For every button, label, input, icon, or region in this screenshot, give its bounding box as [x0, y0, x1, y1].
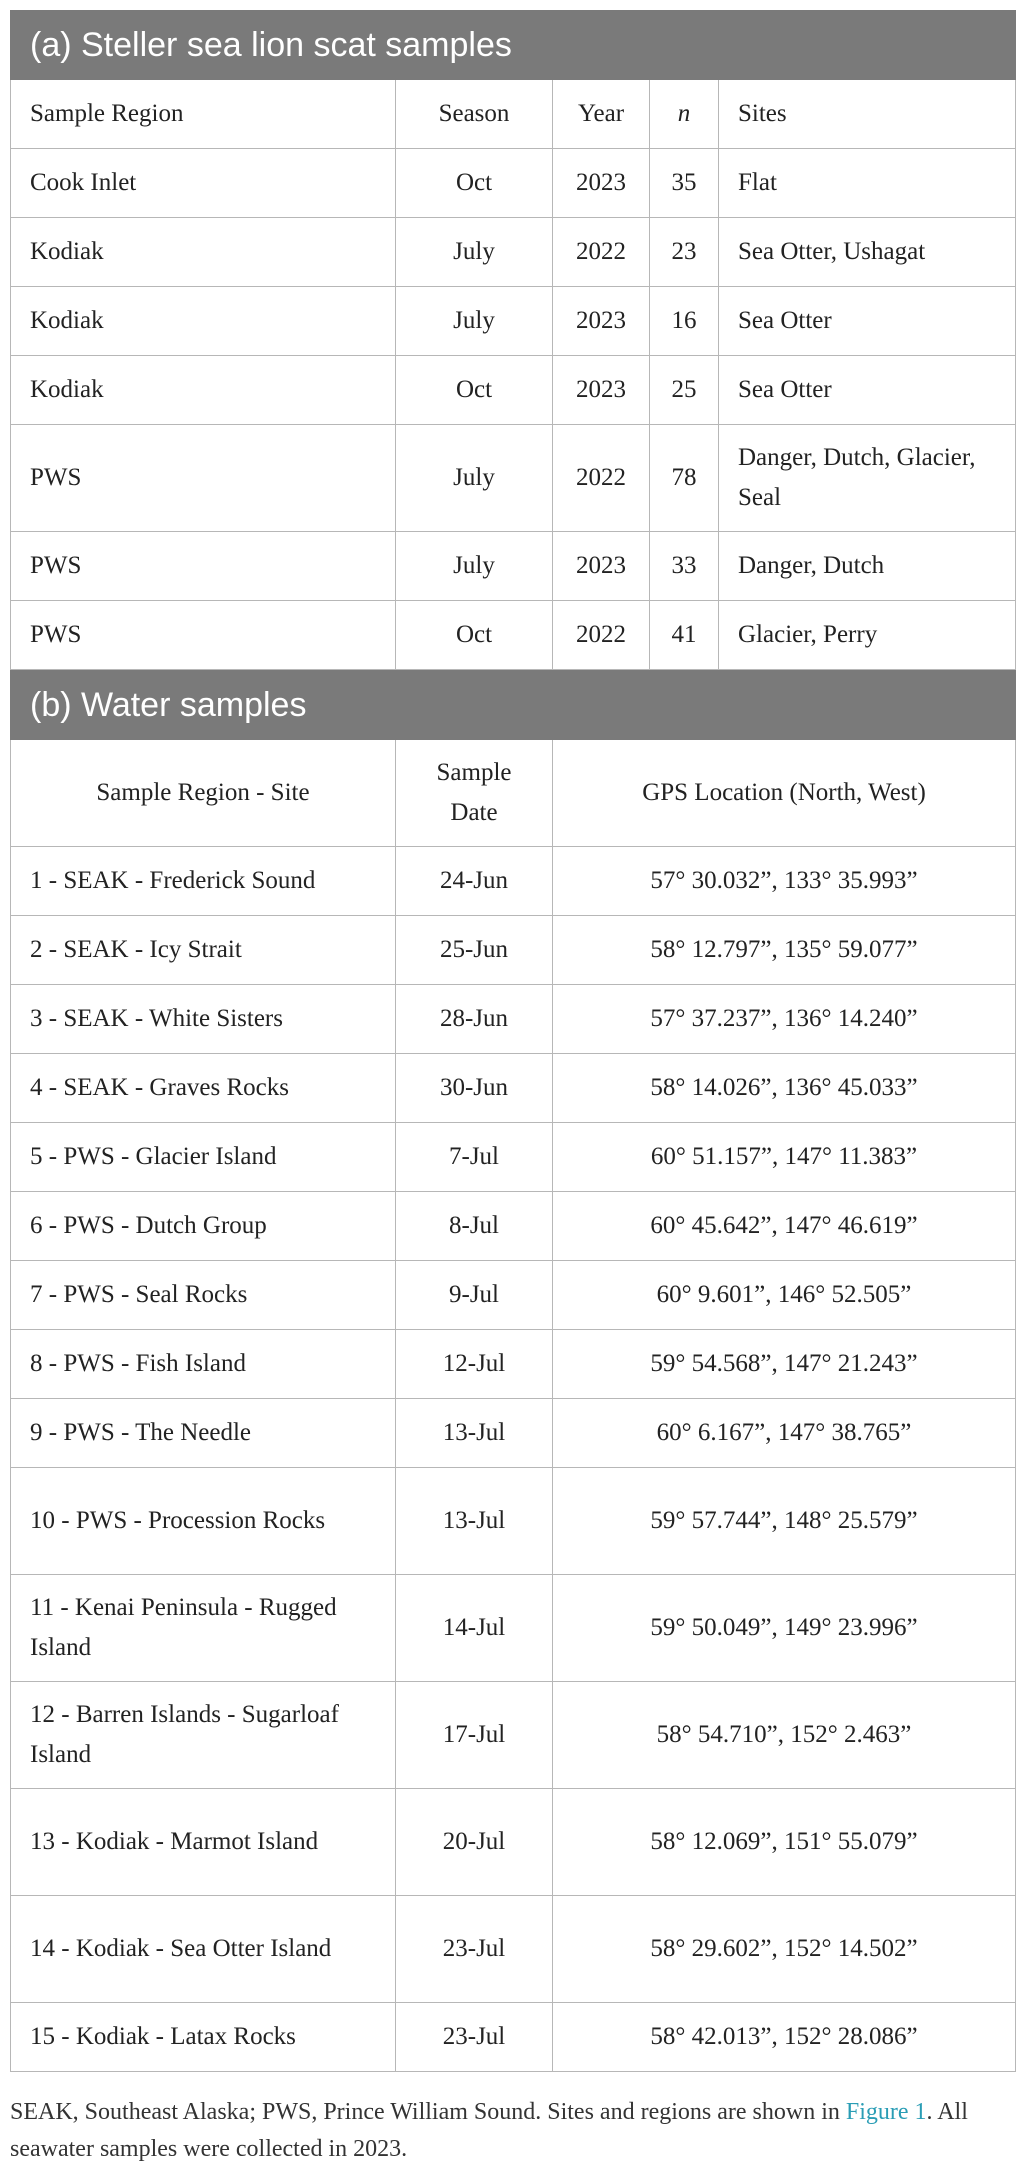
table-row: [11, 218, 1016, 287]
cell-gps: 58° 42.013”, 152° 28.086”: [553, 2003, 1016, 2072]
cell-gps: 60° 51.157”, 147° 11.383”: [553, 1123, 1016, 1192]
cell-season: July: [396, 218, 553, 287]
cell-site: 2 - SEAK - Icy Strait: [11, 916, 396, 985]
cell-sites: Danger, Dutch: [719, 532, 1016, 601]
cell-date: 8-Jul: [396, 1192, 553, 1261]
table-scat-samples: [10, 10, 1016, 670]
cell-season: Oct: [396, 149, 553, 218]
cell-date: 13-Jul: [396, 1468, 553, 1575]
table-row: [11, 1575, 1016, 1682]
tables-container: [10, 10, 1015, 2072]
table-row: [11, 1896, 1016, 2003]
cell-gps: 59° 57.744”, 148° 25.579”: [553, 1468, 1016, 1575]
cell-site: 7 - PWS - Seal Rocks: [11, 1261, 396, 1330]
table-row: [11, 2003, 1016, 2072]
cell-gps: 58° 12.797”, 135° 59.077”: [553, 916, 1016, 985]
table-water-samples: [10, 670, 1016, 2072]
cell-region: PWS: [11, 532, 396, 601]
table-row: [11, 1192, 1016, 1261]
cell-gps: 57° 30.032”, 133° 35.993”: [553, 847, 1016, 916]
table-row: [11, 356, 1016, 425]
cell-site: 3 - SEAK - White Sisters: [11, 985, 396, 1054]
cell-n: 35: [650, 149, 719, 218]
cell-n: 33: [650, 532, 719, 601]
cell-year: 2022: [553, 425, 650, 532]
table-row: [11, 1330, 1016, 1399]
header-n: n: [650, 80, 719, 149]
table-row: [11, 1789, 1016, 1896]
cell-gps: 58° 54.710”, 152° 2.463”: [553, 1682, 1016, 1789]
footnote-text: SEAK, Southeast Alaska; PWS, Prince William Sound. Sites and regions are shown in: [10, 2099, 846, 2125]
cell-gps: 58° 14.026”, 136° 45.033”: [553, 1054, 1016, 1123]
header-sample-date: Sample Date: [396, 740, 553, 847]
cell-sites: Sea Otter: [719, 287, 1016, 356]
header-year: Year: [553, 80, 650, 149]
cell-gps: 58° 12.069”, 151° 55.079”: [553, 1789, 1016, 1896]
cell-date: 12-Jul: [396, 1330, 553, 1399]
cell-region: PWS: [11, 601, 396, 670]
cell-site: 4 - SEAK - Graves Rocks: [11, 1054, 396, 1123]
cell-n: 16: [650, 287, 719, 356]
cell-sites: Sea Otter, Ushagat: [719, 218, 1016, 287]
cell-site: 6 - PWS - Dutch Group: [11, 1192, 396, 1261]
cell-year: 2022: [553, 601, 650, 670]
cell-gps: 59° 54.568”, 147° 21.243”: [553, 1330, 1016, 1399]
cell-site: 14 - Kodiak - Sea Otter Island: [11, 1896, 396, 2003]
cell-site: 11 - Kenai Peninsula - Rugged Island: [11, 1575, 396, 1682]
cell-year: 2023: [553, 356, 650, 425]
table-b-title: (b) Water samples: [11, 671, 1016, 740]
footnote-text-end: . All seawater samples were collected in 2023.: [10, 2099, 968, 2162]
table-row: [11, 847, 1016, 916]
header-sample-region: Sample Region: [11, 80, 396, 149]
figure-1-link[interactable]: Figure 1: [845, 2099, 927, 2125]
cell-site: 8 - PWS - Fish Island: [11, 1330, 396, 1399]
cell-region: Cook Inlet: [11, 149, 396, 218]
table-row: [11, 1261, 1016, 1330]
table-footnote: [10, 2094, 1020, 2168]
header-season: Season: [396, 80, 553, 149]
cell-gps: 57° 37.237”, 136° 14.240”: [553, 985, 1016, 1054]
cell-site: 1 - SEAK - Frederick Sound: [11, 847, 396, 916]
cell-site: 15 - Kodiak - Latax Rocks: [11, 2003, 396, 2072]
cell-gps: 59° 50.049”, 149° 23.996”: [553, 1575, 1016, 1682]
cell-n: 25: [650, 356, 719, 425]
cell-date: 25-Jun: [396, 916, 553, 985]
cell-site: 5 - PWS - Glacier Island: [11, 1123, 396, 1192]
cell-sites: Flat: [719, 149, 1016, 218]
table-row: [11, 287, 1016, 356]
cell-gps: 60° 45.642”, 147° 46.619”: [553, 1192, 1016, 1261]
cell-region: PWS: [11, 425, 396, 532]
cell-gps: 58° 29.602”, 152° 14.502”: [553, 1896, 1016, 2003]
cell-season: Oct: [396, 356, 553, 425]
cell-sites: Glacier, Perry: [719, 601, 1016, 670]
table-row: [11, 1054, 1016, 1123]
cell-season: Oct: [396, 601, 553, 670]
cell-season: July: [396, 532, 553, 601]
table-row: [11, 601, 1016, 670]
cell-date: 28-Jun: [396, 985, 553, 1054]
cell-year: 2023: [553, 287, 650, 356]
table-row: [11, 985, 1016, 1054]
cell-season: July: [396, 287, 553, 356]
cell-year: 2023: [553, 149, 650, 218]
cell-site: 13 - Kodiak - Marmot Island: [11, 1789, 396, 1896]
cell-date: 30-Jun: [396, 1054, 553, 1123]
cell-season: July: [396, 425, 553, 532]
cell-region: Kodiak: [11, 356, 396, 425]
cell-date: 13-Jul: [396, 1399, 553, 1468]
table-row: [11, 916, 1016, 985]
cell-site: 9 - PWS - The Needle: [11, 1399, 396, 1468]
cell-year: 2022: [553, 218, 650, 287]
cell-date: 14-Jul: [396, 1575, 553, 1682]
table-row: [11, 1682, 1016, 1789]
table-row: [11, 425, 1016, 532]
cell-site: 12 - Barren Islands - Sugarloaf Island: [11, 1682, 396, 1789]
cell-date: 24-Jun: [396, 847, 553, 916]
table-a-title: (a) Steller sea lion scat samples: [11, 11, 1016, 80]
cell-date: 23-Jul: [396, 2003, 553, 2072]
cell-n: 23: [650, 218, 719, 287]
table-row: [11, 1123, 1016, 1192]
cell-region: Kodiak: [11, 218, 396, 287]
cell-n: 78: [650, 425, 719, 532]
table-row: [11, 149, 1016, 218]
cell-date: 17-Jul: [396, 1682, 553, 1789]
cell-year: 2023: [553, 532, 650, 601]
cell-date: 23-Jul: [396, 1896, 553, 2003]
cell-sites: Danger, Dutch, Glacier, Seal: [719, 425, 1016, 532]
cell-site: 10 - PWS - Procession Rocks: [11, 1468, 396, 1575]
header-gps-location: GPS Location (North, West): [553, 740, 1016, 847]
cell-n: 41: [650, 601, 719, 670]
table-row: [11, 1468, 1016, 1575]
table-row: [11, 532, 1016, 601]
header-sample-region-site: Sample Region - Site: [11, 740, 396, 847]
cell-date: 9-Jul: [396, 1261, 553, 1330]
table-row: [11, 1399, 1016, 1468]
cell-sites: Sea Otter: [719, 356, 1016, 425]
header-sites: Sites: [719, 80, 1016, 149]
cell-gps: 60° 6.167”, 147° 38.765”: [553, 1399, 1016, 1468]
cell-region: Kodiak: [11, 287, 396, 356]
cell-date: 20-Jul: [396, 1789, 553, 1896]
cell-gps: 60° 9.601”, 146° 52.505”: [553, 1261, 1016, 1330]
cell-date: 7-Jul: [396, 1123, 553, 1192]
